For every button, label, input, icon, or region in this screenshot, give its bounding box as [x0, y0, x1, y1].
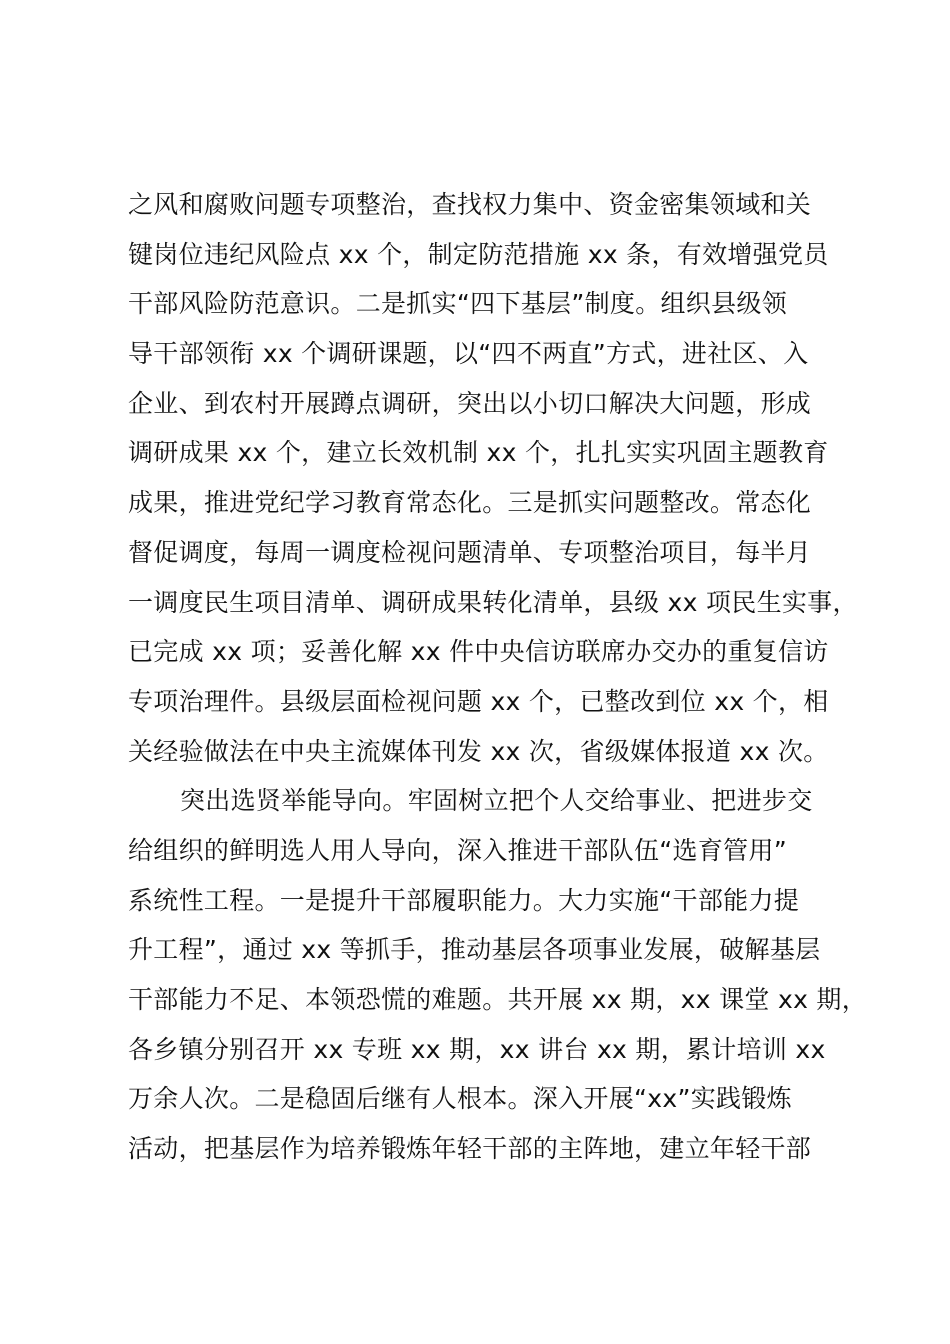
paragraph-line: 干部能力不足、本领恐慌的难题。共开展 xx 期，xx 课堂 xx 期， [128, 985, 868, 1014]
paragraph-1 [128, 180, 858, 776]
paragraph-2 [128, 776, 868, 1174]
paragraph-first-line: 突出选贤举能导向。牢固树立把个人交给事业、把进步交 [180, 786, 813, 816]
paragraph-line: 已完成 xx 项；妥善化解 xx 件中央信访联席办交办的重复信访 [128, 637, 829, 667]
paragraph-line: 导干部领衔 xx 个调研课题，以“四不两直”方式，进社区、入 [128, 339, 809, 369]
paragraph-line: 系统性工程。一是提升干部履职能力。大力实施“干部能力提 [128, 885, 800, 915]
paragraph-line: 企业、到农村开展蹲点调研，突出以小切口解决大问题，形成 [128, 388, 812, 418]
paragraph-line: 专项治理件。县级层面检视问题 xx 个，已整改到位 xx 个，相 [128, 686, 829, 716]
paragraph-line: 一调度民生项目清单、调研成果转化清单，县级 xx 项民生实事， [128, 587, 858, 617]
paragraph-line: 给组织的鲜明选人用人导向，深入推进干部队伍“选育管用” [128, 835, 788, 865]
paragraph-line: 键岗位违纪风险点 xx 个，制定防范措施 xx 条，有效增强党员 [128, 239, 829, 269]
paragraph-line: 干部风险防范意识。二是抓实“四下基层”制度。组织县级领 [128, 289, 788, 319]
paragraph-line: 万余人次。二是稳固后继有人根本。深入开展“xx”实践锻炼 [128, 1084, 792, 1114]
paragraph-line: 各乡镇分别召开 xx 专班 xx 期，xx 讲台 xx 期，累计培训 xx [128, 1034, 826, 1064]
paragraph-line: 关经验做法在中央主流媒体刊发 xx 次，省级媒体报道 xx 次。 [128, 736, 829, 766]
paragraph-line: 活动，把基层作为培养锻炼年轻干部的主阵地，建立年轻干部 [128, 1134, 812, 1164]
paragraph-line: 升工程”，通过 xx 等抓手，推动基层各项事业发展，破解基层 [128, 935, 821, 965]
paragraph-line: 调研成果 xx 个，建立长效机制 xx 个，扎扎实实巩固主题教育 [128, 438, 829, 468]
paragraph-line: 之风和腐败问题专项整治，查找权力集中、资金密集领域和关 [128, 190, 812, 219]
paragraph-line: 督促调度，每周一调度检视问题清单、专项整治项目，每半月 [128, 537, 812, 567]
paragraph-line: 成果，推进党纪学习教育常态化。三是抓实问题整改。常态化 [128, 488, 812, 518]
document-body [128, 180, 868, 1174]
